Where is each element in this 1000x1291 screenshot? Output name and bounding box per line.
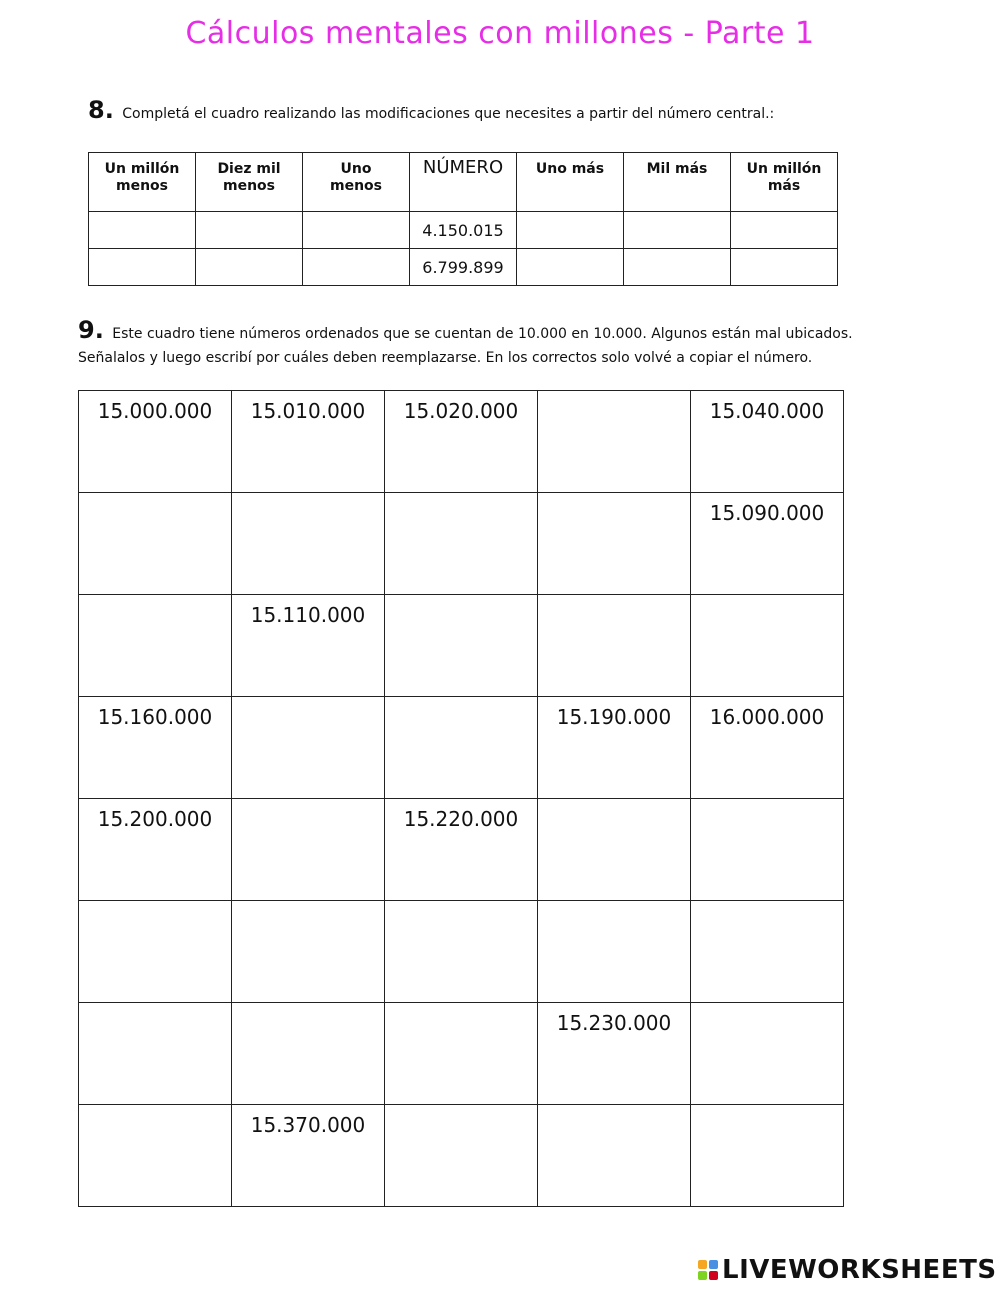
grid-empty-cell[interactable] — [232, 901, 385, 1003]
grid-empty-cell[interactable] — [79, 1105, 232, 1207]
answer-cell[interactable] — [624, 212, 731, 249]
grid-row — [79, 799, 844, 901]
answer-cell[interactable] — [517, 249, 624, 286]
table-row — [89, 212, 838, 249]
header-diez-mil-menos: Diez mil menos — [196, 153, 303, 212]
grid-empty-cell[interactable] — [538, 901, 691, 1003]
header-un-millon-mas: Un millón más — [731, 153, 838, 212]
grid-empty-cell[interactable] — [79, 1003, 232, 1105]
grid-empty-cell[interactable] — [79, 901, 232, 1003]
grid-empty-cell[interactable] — [538, 493, 691, 595]
header-uno-mas: Uno más — [517, 153, 624, 212]
grid-empty-cell[interactable] — [385, 901, 538, 1003]
grid-row — [79, 901, 844, 1003]
grid-number-cell[interactable]: 15.200.000 — [79, 799, 232, 901]
question-9-grid — [78, 390, 844, 1207]
central-number: 4.150.015 — [410, 212, 517, 249]
grid-number-cell[interactable]: 15.220.000 — [385, 799, 538, 901]
answer-cell[interactable] — [303, 212, 410, 249]
logo-text: LIVEWORKSHEETS — [722, 1255, 997, 1285]
grid-row — [79, 1003, 844, 1105]
grid-number-cell[interactable]: 16.000.000 — [691, 697, 844, 799]
page-title: Cálculos mentales con millones - Parte 1 — [185, 16, 815, 51]
answer-cell[interactable] — [303, 249, 410, 286]
question-8-table — [88, 152, 838, 286]
grid-empty-cell[interactable] — [691, 1105, 844, 1207]
grid-empty-cell[interactable] — [691, 799, 844, 901]
question-9-instruction — [78, 318, 948, 370]
question-9-number: 9. — [78, 316, 104, 344]
question-8-number: 8. — [88, 96, 114, 124]
grid-number-cell[interactable]: 15.040.000 — [691, 391, 844, 493]
logo-square — [698, 1260, 707, 1269]
question-8-text: Completá el cuadro realizando las modificaciones que necesites a partir del número central.: — [122, 106, 775, 122]
header-un-millon-menos: Un millón menos — [89, 153, 196, 212]
grid-empty-cell[interactable] — [79, 595, 232, 697]
logo-square — [709, 1271, 718, 1280]
grid-number-cell[interactable]: 15.020.000 — [385, 391, 538, 493]
grid-empty-cell[interactable] — [232, 697, 385, 799]
grid-empty-cell[interactable] — [385, 1105, 538, 1207]
grid-empty-cell[interactable] — [538, 391, 691, 493]
grid-number-cell[interactable]: 15.110.000 — [232, 595, 385, 697]
header-mil-mas: Mil más — [624, 153, 731, 212]
grid-row — [79, 1105, 844, 1207]
grid-empty-cell[interactable] — [232, 493, 385, 595]
grid-row — [79, 697, 844, 799]
grid-empty-cell[interactable] — [691, 1003, 844, 1105]
grid-row — [79, 595, 844, 697]
logo-mark-icon — [698, 1260, 718, 1280]
logo-square — [698, 1271, 707, 1280]
grid-row — [79, 493, 844, 595]
grid-number-cell[interactable]: 15.090.000 — [691, 493, 844, 595]
grid-number-cell[interactable]: 15.370.000 — [232, 1105, 385, 1207]
answer-cell[interactable] — [89, 249, 196, 286]
grid-number-cell[interactable]: 15.190.000 — [538, 697, 691, 799]
question-9-text-line1: Este cuadro tiene números ordenados que se cuentan de 10.000 en 10.000. Algunos están mal ubicados. — [112, 326, 853, 342]
grid-empty-cell[interactable] — [385, 493, 538, 595]
grid-number-cell[interactable]: 15.160.000 — [79, 697, 232, 799]
answer-cell[interactable] — [517, 212, 624, 249]
liveworksheets-logo — [698, 1256, 997, 1284]
logo-square — [709, 1260, 718, 1269]
answer-cell[interactable] — [731, 212, 838, 249]
table-header-row — [89, 153, 838, 212]
answer-cell[interactable] — [89, 212, 196, 249]
grid-number-cell[interactable]: 15.230.000 — [538, 1003, 691, 1105]
answer-cell[interactable] — [731, 249, 838, 286]
answer-cell[interactable] — [196, 212, 303, 249]
grid-number-cell[interactable]: 15.010.000 — [232, 391, 385, 493]
grid-empty-cell[interactable] — [385, 697, 538, 799]
grid-empty-cell[interactable] — [691, 595, 844, 697]
grid-empty-cell[interactable] — [385, 595, 538, 697]
grid-empty-cell[interactable] — [385, 1003, 538, 1105]
header-numero: NÚMERO — [410, 153, 517, 212]
grid-empty-cell[interactable] — [538, 799, 691, 901]
table-row — [89, 249, 838, 286]
grid-empty-cell[interactable] — [232, 799, 385, 901]
grid-empty-cell[interactable] — [538, 595, 691, 697]
grid-number-cell[interactable]: 15.000.000 — [79, 391, 232, 493]
grid-empty-cell[interactable] — [691, 901, 844, 1003]
grid-empty-cell[interactable] — [79, 493, 232, 595]
answer-cell[interactable] — [196, 249, 303, 286]
central-number: 6.799.899 — [410, 249, 517, 286]
question-8-instruction — [88, 96, 774, 124]
grid-row — [79, 391, 844, 493]
answer-cell[interactable] — [624, 249, 731, 286]
question-9-text-line2: Señalalos y luego escribí por cuáles deben reemplazarse. En los correctos solo volvé a copiar el número. — [78, 350, 813, 366]
grid-empty-cell[interactable] — [232, 1003, 385, 1105]
grid-empty-cell[interactable] — [538, 1105, 691, 1207]
header-uno-menos: Uno menos — [303, 153, 410, 212]
